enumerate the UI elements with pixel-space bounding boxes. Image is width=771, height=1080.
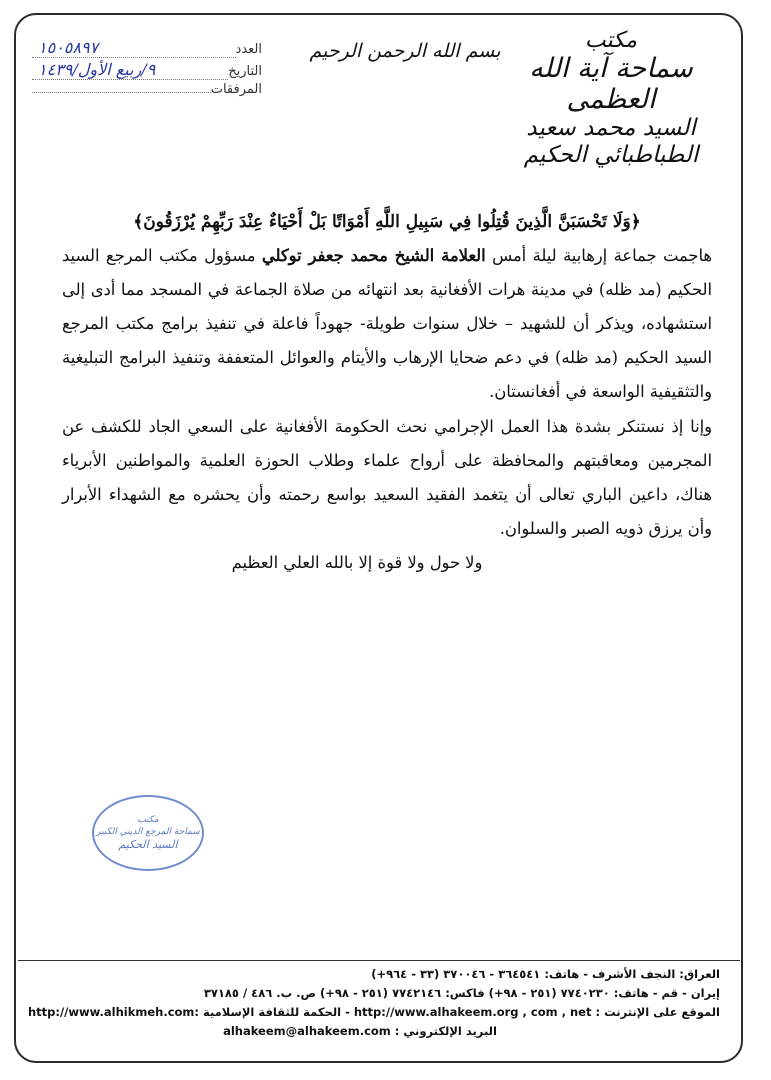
ref-number-value: ١٥٠٥٨٩٧ <box>32 38 236 58</box>
ref-number-label: العدد <box>235 42 262 57</box>
footer-email[interactable]: البريد الإلكتروني : alhakeem@alhakeem.com <box>223 1024 497 1038</box>
paragraph-1-rest: مسؤول مكتب المرجع السيد الحكيم (مد ظله) في مدينة هرات الأفغانية بعد انتهائه من صلاة الجماعة في المسجد مما أدى إلى استشهاده، ويذكر أن للشهيد – خلال سنوات طويلة- جهوداً فاعلة في تنفيذ برامج مكتب المرجع السيد الحكيم (مد ظله) في دعم ضحايا الإرهاب والأيتام والعوائل المتعففة وتنفيذ البرامج التبليغية والتثقيفية الواسعة في أفغانستان. <box>62 246 712 402</box>
footer-iraq-address: العراق: النجف الأشرف - هاتف: ٣٦٤٥٤١ - ٣٧٠٠٤٦ (٣٣ - ٩٦٤+) <box>371 967 720 981</box>
footer-divider <box>18 960 740 961</box>
letter-body <box>62 205 712 580</box>
office-name: السيد محمد سعيد الطباطبائي الحكيم <box>523 115 699 168</box>
basmala: بسم الله الرحمن الرحيم <box>309 40 501 62</box>
attachments-value <box>32 92 211 93</box>
office-title: سماحة آية الله العظمى <box>529 53 693 116</box>
office-letterhead <box>491 28 731 168</box>
stamp-line-1: مكتب <box>137 814 159 825</box>
footer-website-label: الموقع على الإنترنت : http://www.alhakeem.org , com , net - الحكمة للثقافة الإسلامية : <box>194 1005 720 1019</box>
reference-block <box>32 38 262 104</box>
attachments-label: المرفقات <box>210 82 262 97</box>
martyr-name: العلامة الشيخ محمد جعفر توكلي <box>261 246 486 266</box>
quran-verse: ﴿وَلَا تَحْسَبَنَّ الَّذِينَ قُتِلُوا فِي سَبِيلِ اللَّهِ أَمْوَاتًا بَلْ أَحْيَاءٌ عِنْدَ رَبِّهِمْ يُرْزَقُونَ﴾ <box>133 212 641 232</box>
date-row <box>32 60 262 82</box>
office-stamp <box>92 795 204 871</box>
paragraph-2: وإنا إذ نستنكر بشدة هذا العمل الإجرامي نحث الحكومة الأفغانية على السعي الجاد للكشف عن المجرمين ومعاقبتهم والمحافظة على أرواح علماء وطلاب الحوزة العلمية والمواطنين الأبرياء هناك، داعين الباري تعالى أن يتغمد الفقيد السعيد بواسع رحمته وأن يحشره مع الشهداء الأبرار وأن يرزق ذويه الصبر والسلوان. <box>62 416 712 538</box>
footer-website-link[interactable]: http://www.alhikmeh.com <box>27 1005 195 1019</box>
paragraph-1-start: هاجمت جماعة إرهابية ليلة أمس <box>485 246 712 266</box>
office-word: مكتب <box>584 28 638 53</box>
paragraph-1 <box>62 239 712 409</box>
stamp-line-2: سماحة المرجع الديني الكبير <box>96 826 200 837</box>
footer <box>27 965 720 1041</box>
attachments-row <box>32 82 262 104</box>
date-value: ٩/ربيع الأول/١٤٣٩ <box>32 60 228 80</box>
footer-websites <box>27 1003 720 1022</box>
footer-iran-address: إيران - قم - هاتف: ٧٧٤٠٢٣٠ (٢٥١ - ٩٨+) فاكس: ٧٧٤٢١٤٦ (٢٥١ - ٩٨+) ص. ب. ٤٨٦ / ٣٧١٨٥ <box>203 986 720 1000</box>
date-label: التاريخ <box>228 64 262 79</box>
ref-number-row <box>32 38 262 60</box>
closing-phrase: ولا حول ولا قوة إلا بالله العلي العظيم <box>231 552 483 572</box>
stamp-line-3: السيد الحكيم <box>118 837 178 851</box>
